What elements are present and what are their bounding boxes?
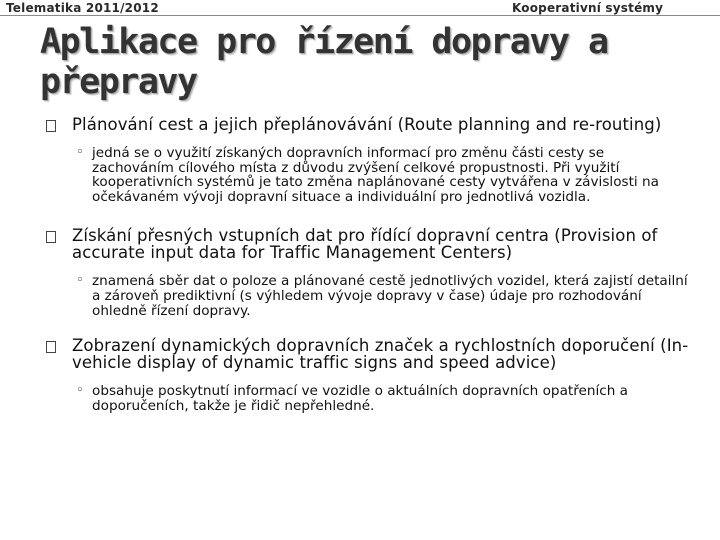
sub-item-text: znamená sběr dat o poloze a plánované cestě jednotlivých vozidel, která zajistí detailní a zároveň prediktivní (s výhledem vývoje dopravy v čase) údaje pro rozhodování ohledně řízení dopravy. [92, 273, 688, 319]
sub-bullet-icon: ◦ [76, 383, 84, 399]
sub-item-text: jedná se o využití získaných dopravních informací pro změnu části cesty se zachováním cílového místa z důvodu zvýšení celkové propustnosti. Při využití kooperativních systémů je tato změna naplánované cesty vytvářena v závislosti na očekávaném vývoji dopravní situace a individuální pro jednotlivá vozidla. [92, 145, 659, 205]
square-bullet-icon [46, 231, 56, 243]
item-text: Zobrazení dynamických dopravních značek a rychlostních doporučení (In-vehicle display of dynamic traffic signs and speed advice) [72, 336, 689, 373]
sub-bullet-icon: ◦ [76, 273, 84, 289]
sub-item-text: obsahuje poskytnutí informací ve vozidle o aktuálních dopravních opatřeních a doporučeních, takže je řidič nepřehledné. [92, 383, 629, 414]
list-item [40, 227, 690, 318]
item-text: Získání přesných vstupních dat pro řídící dopravní centra (Provision of accurate input data for Traffic Management Centers) [72, 226, 658, 263]
square-bullet-icon [46, 341, 56, 353]
sub-item [76, 384, 690, 413]
course-name: Telematika 2011/2012 [6, 1, 159, 15]
header-divider [0, 15, 720, 16]
slide-title: Aplikace pro řízení dopravy a přepravy [40, 22, 608, 102]
sub-bullet-icon: ◦ [76, 145, 84, 160]
sub-item [76, 146, 690, 204]
slide-content [40, 116, 690, 413]
sub-item [76, 274, 690, 318]
list-item [40, 116, 690, 204]
square-bullet-icon [46, 120, 56, 132]
topic-name: Kooperativní systémy [512, 1, 664, 15]
item-text: Plánování cest a jejich přeplánovávání (Route planning and re-routing) [72, 115, 662, 134]
list-item [40, 337, 690, 413]
